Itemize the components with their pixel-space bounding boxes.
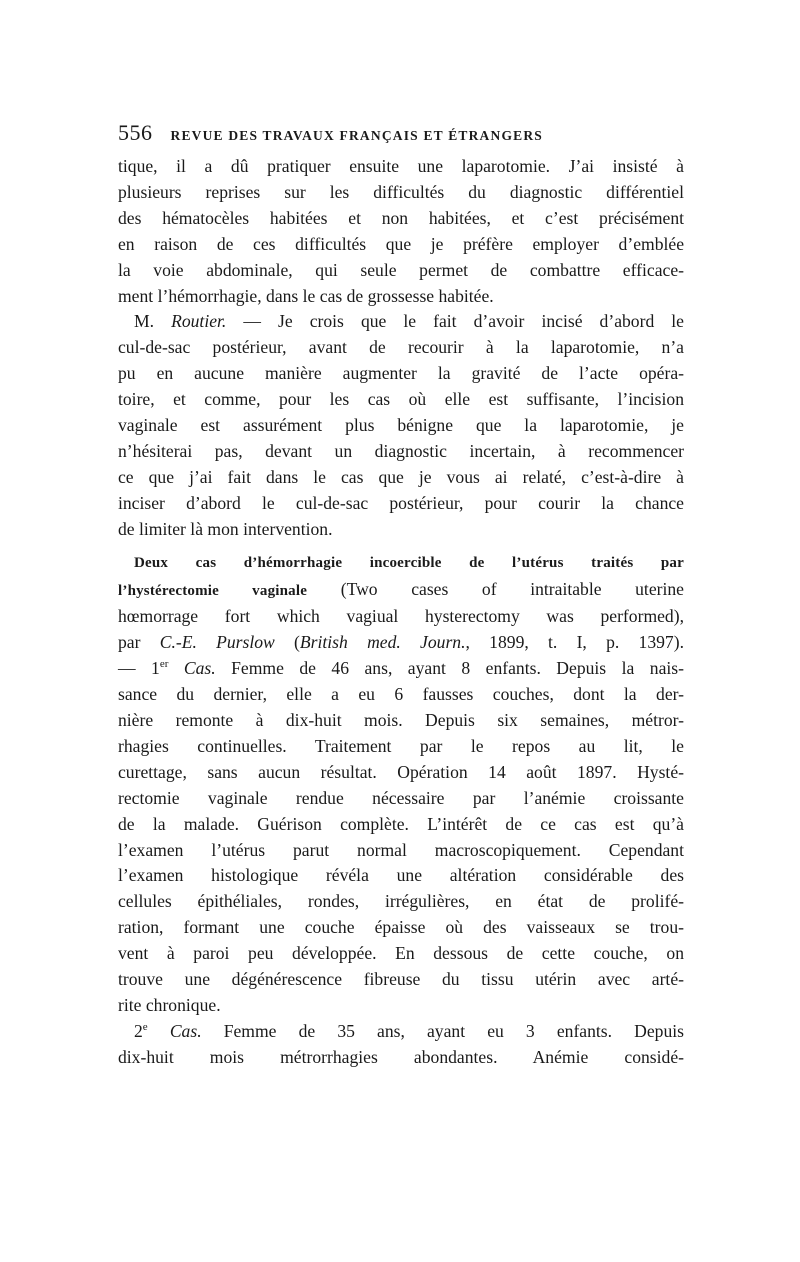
page-number: 556	[118, 120, 153, 145]
text-line: de limiter là mon intervention.	[118, 518, 333, 539]
text-line: vaginale est assurément plus bénigne que la laparotomie, je	[118, 415, 684, 436]
text-line: en raison de ces difficultés que je préfère employer d’emblée	[118, 233, 684, 254]
text-line: ment l’hémorrhagie, dans le cas de grossesse habitée.	[118, 285, 494, 306]
text-line: l’examen l’utérus parut normal macroscopiquement. Cependant	[118, 839, 684, 860]
text-segment: Femme de 46 ans, ayant 8 enfants. Depuis la nais-	[215, 658, 684, 679]
journal-name: British med. Journ.	[299, 632, 466, 653]
text-line: rhagies continuelles. Traitement par le repos au lit, le	[118, 735, 684, 756]
text-segment: (Two cases of intraitable uterine	[307, 578, 684, 599]
text-line	[118, 656, 684, 682]
text-line	[118, 1019, 684, 1045]
speaker-name: Routier.	[171, 311, 227, 332]
text-segment: , 1899, t. I, p. 1397).	[465, 632, 684, 653]
text-line: rectomie vaginale rendue nécessaire par l’anémie croissante	[118, 787, 684, 808]
text-line: tique, il a dû pratiquer ensuite une laparotomie. J’ai insisté à	[118, 156, 684, 176]
text-line: inciser d’abord le cul-de-sac postérieur, pour courir la chance	[118, 492, 684, 513]
text-line: des hématocèles habitées et non habitées, et c’est précisément	[118, 207, 684, 228]
abstract-title: Deux cas d’hémorrhagie incoercible de l’utérus traités par	[134, 554, 684, 571]
text-line: cul-de-sac postérieur, avant de recourir à la laparotomie, n’a	[118, 337, 684, 358]
text-line: hœmorrage fort which vagiual hysterectomy was performed),	[118, 606, 684, 627]
text-line: la voie abdominale, qui seule permet de combattre efficace-	[118, 259, 684, 280]
text-segment: par	[118, 632, 160, 653]
text-line: dix-huit mois métrorrhagies abondantes. Anémie considé-	[118, 1046, 684, 1067]
text-line: rite chronique.	[118, 995, 221, 1015]
text-segment: (	[274, 632, 300, 653]
text-segment: 2	[134, 1020, 143, 1041]
text-line: sance du dernier, elle a eu 6 fausses couches, dont la der-	[118, 684, 684, 705]
text-line: curettage, sans aucun résultat. Opération 14 août 1897. Hysté-	[118, 761, 684, 782]
text-segment: — Je crois que le fait d’avoir incisé d’abord le	[226, 311, 684, 332]
text-line: vent à paroi peu développée. En dessous de cette couche, on	[118, 943, 684, 964]
text-line	[118, 630, 684, 656]
text-line: ration, formant une couche épaisse où des vaisseaux se trou-	[118, 917, 684, 938]
case-label: Cas.	[183, 658, 216, 679]
paragraph-continuation	[118, 154, 684, 309]
text-line: plusieurs reprises sur les difficultés du diagnostic différentiel	[118, 181, 684, 202]
case-label: Cas.	[169, 1020, 202, 1041]
superscript: e	[142, 1021, 148, 1034]
text-line: nière remonte à dix-huit mois. Depuis six semaines, métror-	[118, 710, 684, 731]
text-line: de la malade. Guérison complète. L’intérêt de ce cas est qu’à	[118, 813, 684, 834]
text-line: pu en aucune manière augmenter la gravité de l’acte opéra-	[118, 363, 684, 384]
text-line: cellules épithéliales, rondes, irrégulières, en état de prolifé-	[118, 891, 684, 912]
paragraph-abstract	[118, 551, 684, 1019]
abstract-title-end: l’hystérectomie vaginale	[118, 582, 308, 599]
text-segment: — 1	[118, 658, 160, 679]
paragraph-routier	[118, 309, 684, 542]
page-header	[118, 120, 684, 154]
text-line: n’hésiterai pas, devant un diagnostic incertain, à recommencer	[118, 440, 684, 461]
paragraph-case-2	[118, 1019, 684, 1071]
speaker-prefix: M.	[134, 311, 172, 332]
section-gap	[118, 543, 684, 551]
text-line: toire, et comme, pour les cas où elle est suffisante, l’incision	[118, 389, 684, 410]
text-line: ce que j’ai fait dans le cas que je vous ai relaté, c’est-à-dire à	[118, 466, 684, 487]
author-name: C.-E. Purslow	[159, 632, 275, 653]
running-title: REVUE DES TRAVAUX FRANÇAIS ET ÉTRANGERS	[170, 128, 544, 143]
text-line: l’examen histologique révéla une altération considérable des	[118, 865, 684, 886]
superscript: er	[159, 658, 169, 671]
text-line	[118, 577, 684, 605]
text-segment: Femme de 35 ans, ayant eu 3 enfants. Depuis	[201, 1020, 684, 1041]
text-line: trouve une dégénérescence fibreuse du tissu utérin avec arté-	[118, 969, 684, 990]
document-page	[118, 120, 684, 1071]
text-line	[118, 309, 684, 335]
